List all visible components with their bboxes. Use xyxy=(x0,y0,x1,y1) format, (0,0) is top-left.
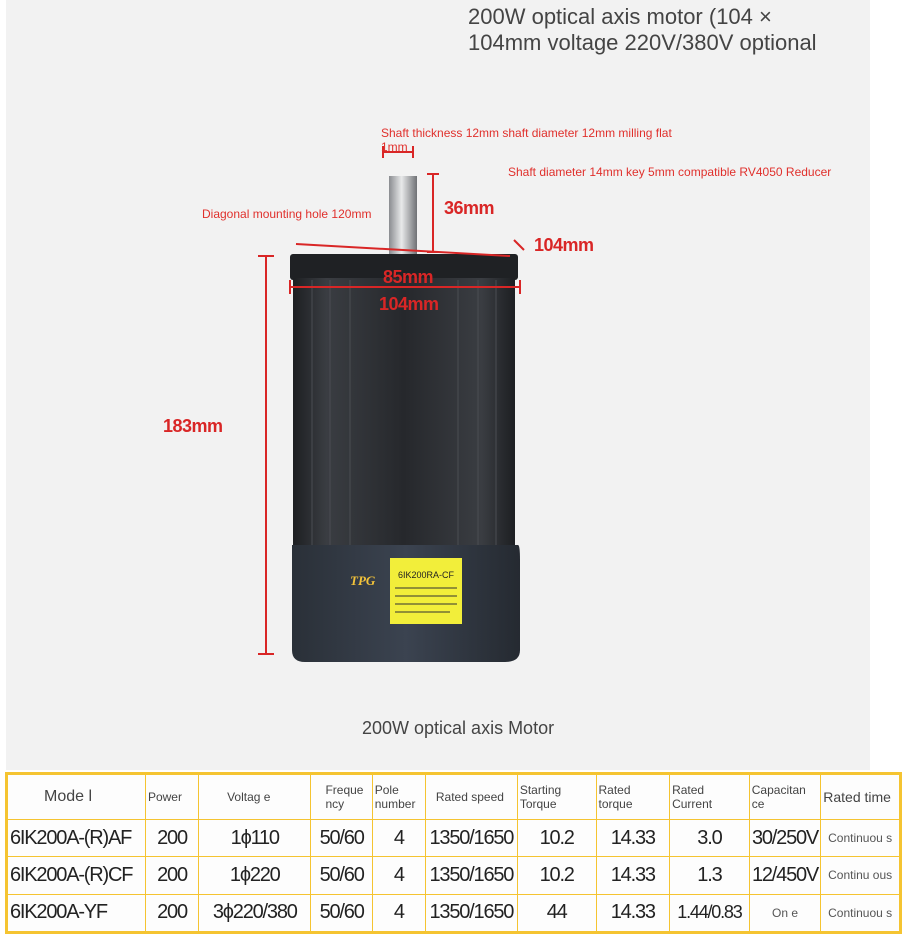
header-pole-number: Pole number xyxy=(372,775,425,820)
table-row xyxy=(8,894,900,931)
cell-starting-torque: 10.2 xyxy=(517,820,596,857)
header-voltage: Voltag e xyxy=(199,775,311,820)
header-capacitance: Capacitan ce xyxy=(749,775,821,820)
header-rated-current: Rated Current xyxy=(670,775,750,820)
cell-capacitance: On e xyxy=(749,894,821,931)
shaft-diameter-annotation: Shaft diameter 14mm key 5mm compatible RV4050 Reducer xyxy=(508,165,832,179)
cell-capacitance: 30/250V xyxy=(749,820,821,857)
motor-body xyxy=(293,278,515,553)
flange-width-dimension: 104mm xyxy=(379,294,439,314)
header-power: Power xyxy=(145,775,198,820)
cell-rated-current: 1.3 xyxy=(670,857,750,894)
motor-shaft xyxy=(389,176,417,256)
cell-frequency: 50/60 xyxy=(311,857,372,894)
cell-rated-torque: 14.33 xyxy=(596,894,670,931)
cell-rated-torque: 14.33 xyxy=(596,820,670,857)
table-row xyxy=(8,857,900,894)
cell-voltage: 3ϕ220/380 xyxy=(199,894,311,931)
brand-logo: TPG xyxy=(350,573,376,588)
cell-rated-speed: 1350/1650 xyxy=(425,820,517,857)
cell-rated-time: Continuou s xyxy=(821,894,900,931)
shaft-flat-annotation: 1mm xyxy=(381,140,408,154)
cell-rated-speed: 1350/1650 xyxy=(425,894,517,931)
flange-inner-dimension: 85mm xyxy=(383,267,434,287)
header-rated-speed: Rated speed xyxy=(425,775,517,820)
header-rated-time: Rated time xyxy=(821,775,900,820)
image-caption: 200W optical axis Motor xyxy=(362,718,555,738)
cell-frequency: 50/60 xyxy=(311,894,372,931)
header-rated-torque: Rated torque xyxy=(596,775,670,820)
header-starting-torque: Starting Torque xyxy=(517,775,596,820)
header-model: Mode l xyxy=(8,775,146,820)
cell-model: 6IK200A-(R)CF xyxy=(8,857,146,894)
cell-power: 200 xyxy=(145,857,198,894)
cell-pole-number: 4 xyxy=(372,820,425,857)
cell-power: 200 xyxy=(145,894,198,931)
cell-voltage: 1ϕ220 xyxy=(199,857,311,894)
specification-table xyxy=(5,772,902,934)
cell-rated-current: 3.0 xyxy=(670,820,750,857)
cell-voltage: 1ϕ110 xyxy=(199,820,311,857)
cell-rated-time: Continu ous xyxy=(821,857,900,894)
cell-capacitance: 12/450V xyxy=(749,857,821,894)
shaft-thickness-annotation: Shaft thickness 12mm shaft diameter 12mm milling flat xyxy=(381,126,672,140)
cell-starting-torque: 44 xyxy=(517,894,596,931)
cell-starting-torque: 10.2 xyxy=(517,857,596,894)
cell-pole-number: 4 xyxy=(372,857,425,894)
nameplate xyxy=(390,558,462,624)
cell-rated-time: Continuou s xyxy=(821,820,900,857)
cell-rated-torque: 14.33 xyxy=(596,857,670,894)
mounting-hole-annotation: Diagonal mounting hole 120mm xyxy=(202,207,372,221)
cell-model: 6IK200A-YF xyxy=(8,894,146,931)
cell-rated-current: 1.44/0.83 xyxy=(670,894,750,931)
table-row xyxy=(8,820,900,857)
page-title: 200W optical axis motor (104 × 104mm voltage 220V/380V optional xyxy=(468,4,817,55)
body-height-dimension: 183mm xyxy=(163,416,223,436)
header-frequency: Freque ncy xyxy=(311,775,372,820)
cell-rated-speed: 1350/1650 xyxy=(425,857,517,894)
shaft-length-dimension: 36mm xyxy=(444,198,495,218)
cell-model: 6IK200A-(R)AF xyxy=(8,820,146,857)
cell-power: 200 xyxy=(145,820,198,857)
nameplate-model: 6IK200RA-CF xyxy=(398,570,455,580)
diagonal-dimension: 104mm xyxy=(534,235,594,255)
table-header-row xyxy=(8,775,900,820)
cell-frequency: 50/60 xyxy=(311,820,372,857)
cell-pole-number: 4 xyxy=(372,894,425,931)
